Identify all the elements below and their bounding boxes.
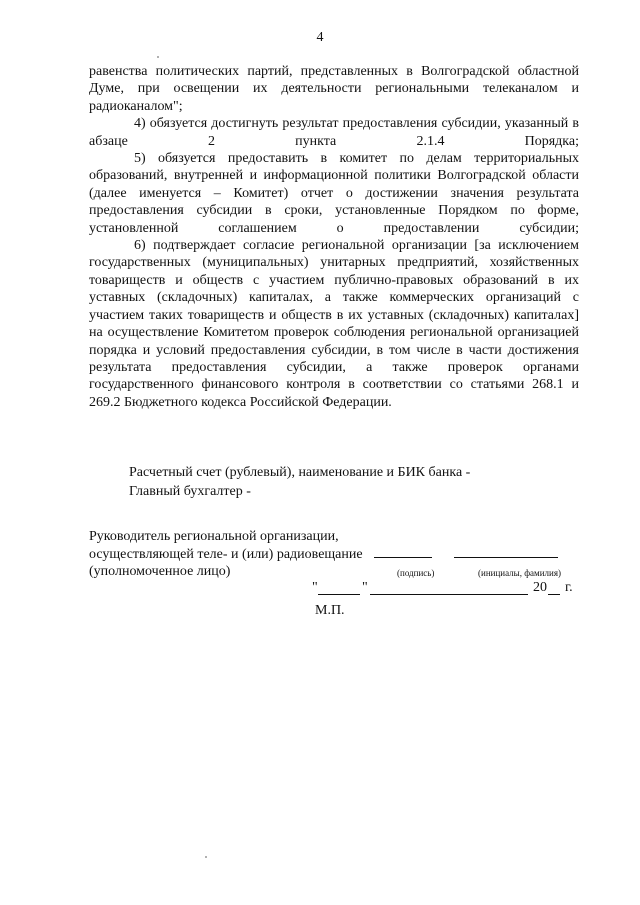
year-prefix: 20 bbox=[533, 580, 547, 595]
signer-title-line2-row bbox=[89, 545, 589, 563]
date-close-quote: " bbox=[362, 580, 368, 595]
paragraph-item-5: 5) обязуется предоставить в комитет по делам территориальных образований, внутренней и информационной политики Волгоградской области (далее именуется – Комитет) отчет о достижении значения результата предоставления субсидии в сроки, установленные Порядком по форме, установленной соглашением о предоставлении субсидии; bbox=[89, 151, 579, 236]
signer-title-line3: (уполномоченное лицо) bbox=[89, 564, 231, 579]
name-line bbox=[454, 545, 558, 558]
year-line bbox=[548, 582, 560, 595]
scan-speck bbox=[205, 856, 207, 858]
year-suffix: г. bbox=[565, 580, 573, 595]
scan-speck bbox=[157, 56, 159, 58]
signature-caption: (подпись) bbox=[397, 568, 435, 578]
paragraph-continuation: равенства политических партий, представленных в Волгоградской областной Думе, при освещении их деятельности региональными телеканалом и радиоканалом"; bbox=[89, 64, 579, 114]
date-open-quote: " bbox=[312, 580, 318, 595]
signer-title-line2: осуществляющей теле- и (или) радиовещание bbox=[89, 547, 363, 562]
bank-account-line: Расчетный счет (рублевый), наименование и БИК банка - bbox=[129, 465, 471, 480]
document-body bbox=[89, 63, 579, 411]
signature-line bbox=[374, 545, 432, 558]
day-line bbox=[318, 582, 360, 595]
paragraph-item-4: 4) обязуется достигнуть результат предоставления субсидии, указанный в абзаце 2 пункта 2.1.4 Порядка; bbox=[89, 116, 579, 149]
month-line bbox=[370, 582, 528, 595]
bank-details bbox=[129, 463, 470, 501]
stamp-placeholder: М.П. bbox=[315, 603, 345, 618]
page-number: 4 bbox=[316, 30, 324, 45]
paragraph-item-6: 6) подтверждает согласие региональной организации [за исключением государственных (муниципальных) унитарных предприятий, хозяйственных товариществ и обществ с участием публично-правовых образований в их уставных (складочных) капиталах, а также коммерческих организаций с участием таких товариществ и обществ в их уставных (складочных) капиталах] на осуществление Комитетом проверок соблюдения региональной организацией порядка и условий предоставления субсидии, в том числе в части достижения результата предоставления субсидии, а также проверок органами государственного финансового контроля в соответствии со статьями 268.1 и 269.2 Бюджетного кодекса Российской Федерации. bbox=[89, 238, 579, 410]
name-caption: (инициалы, фамилия) bbox=[478, 568, 561, 578]
chief-accountant-line: Главный бухгалтер - bbox=[129, 484, 251, 499]
signer-title-line1: Руководитель региональной организации, bbox=[89, 529, 339, 544]
